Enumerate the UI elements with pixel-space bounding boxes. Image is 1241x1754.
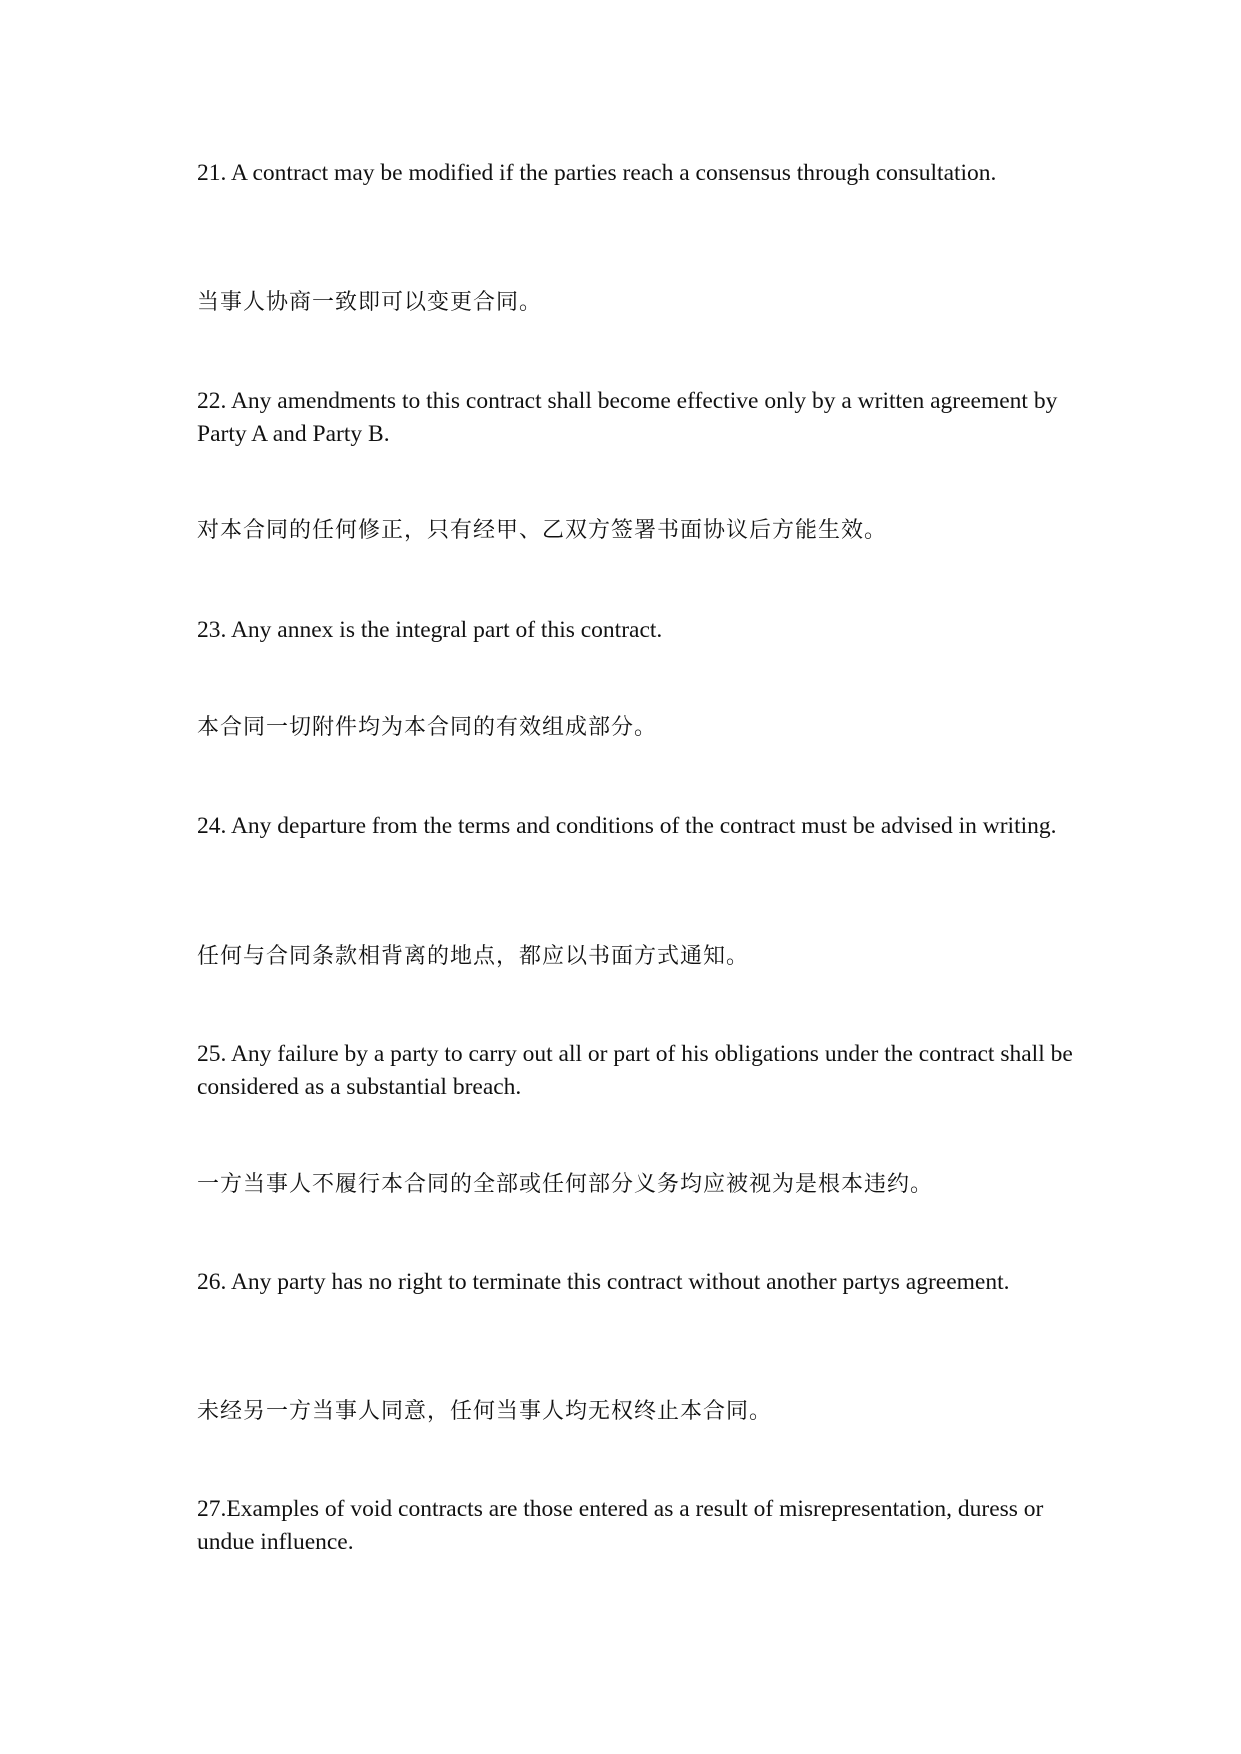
clause-23-chinese: 本合同一切附件均为本合同的有效组成部分。 xyxy=(197,715,658,740)
clause-26-english: 26. Any party has no right to terminate this contract without another partys agreement. xyxy=(197,1269,1010,1295)
clause-22-english: 22. Any amendments to this contract shall become effective only by a written agreement by Party A and Party B. xyxy=(197,388,1058,447)
clause-25-english: 25. Any failure by a party to carry out all or part of his obligations under the contract shall be considered as a substantial breach. xyxy=(197,1041,1073,1100)
clause-26-chinese: 未经另一方当事人同意，任何当事人均无权终止本合同。 xyxy=(197,1399,773,1424)
clause-27-english: 27.Examples of void contracts are those entered as a result of misrepresentation, duress or undue influence. xyxy=(197,1496,1044,1555)
clause-22-chinese: 对本合同的任何修正，只有经甲、乙双方签署书面协议后方能生效。 xyxy=(197,518,888,543)
clause-24-english: 24. Any departure from the terms and conditions of the contract must be advised in writing. xyxy=(197,813,1057,839)
clause-24-chinese: 任何与合同条款相背离的地点，都应以书面方式通知。 xyxy=(197,944,750,969)
clause-23-english: 23. Any annex is the integral part of this contract. xyxy=(197,617,663,643)
clause-21-chinese: 当事人协商一致即可以变更合同。 xyxy=(197,290,543,315)
clause-25-chinese: 一方当事人不履行本合同的全部或任何部分义务均应被视为是根本违约。 xyxy=(197,1172,934,1197)
clause-21-english: 21. A contract may be modified if the parties reach a consensus through consultation. xyxy=(197,160,997,186)
